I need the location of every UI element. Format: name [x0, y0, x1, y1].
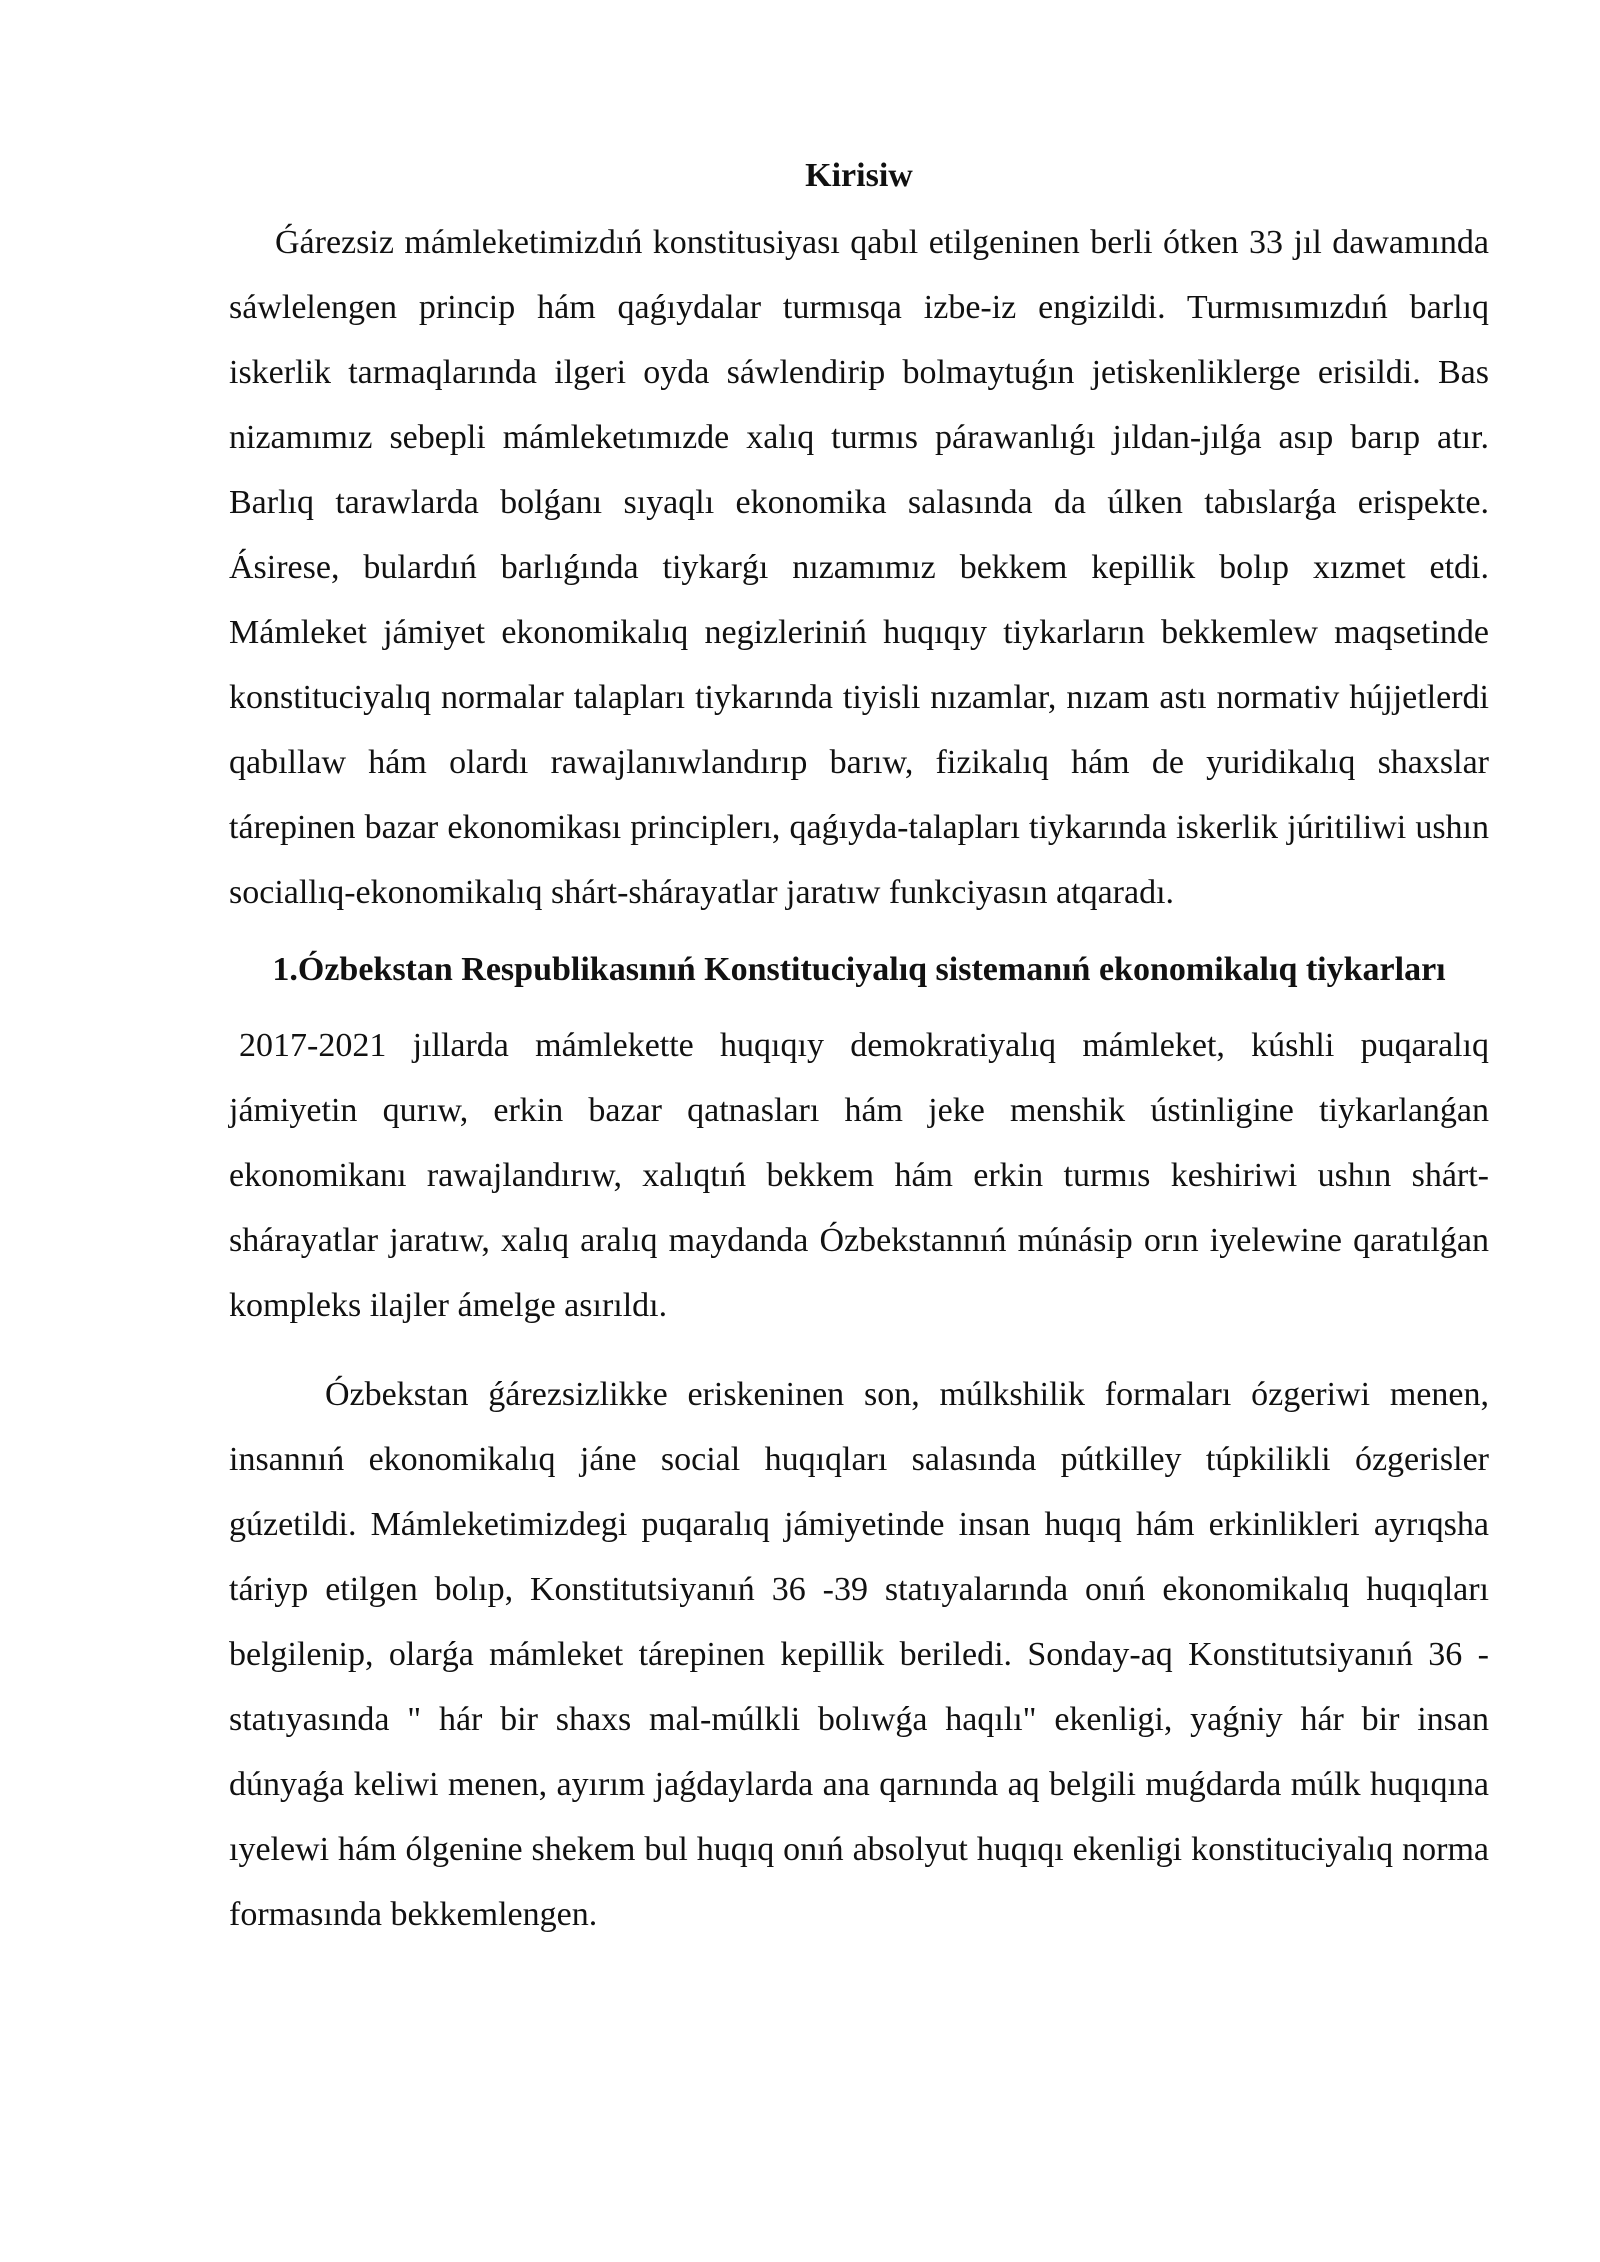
- intro-paragraph: Ǵárezsiz mámleketimizdıń konstitusiyası qabıl etilgeninen berli ótken 33 jıl dawamında sáwlelengen princip hám qaǵıydalar turmısqa izbe-iz engizildi. Turmısımızdıń barlıq iskerlik tarmaqlarında ilgeri oyda sáwlendirip bolmaytuǵın jetiskenliklerge erisildi. Bas nizamımız sebepli mámleketımızde xalıq turmıs párawanlıǵı jıldan-jılǵa asıp barıp atır. Barlıq tarawlarda bolǵanı sıyaqlı ekonomika salasında da úlken tabıslarǵa erispekte. Ásirese, bulardıń barlıǵında tiykarǵı nızamımız bekkem kepillik bolıp xızmet etdi. Mámleket jámiyet ekonomikalıq negizleriniń huqıqıy tiykarların bekkemlew maqsetinde konstituciyalıq normalar talapları tiykarında tiyisli nızamlar, nızam astı normativ hújjetlerdi qabıllaw hám olardı rawajlanıwlandırıp barıw, fizikalıq hám de yuridikalıq shaxslar tárepinen bazar ekonomikası principlerı, qaǵıyda-talapları tiykarında iskerlik júritiliwi ushın sociallıq-ekonomikalıq shárt-shárayatlar jaratıw funkciyasın atqaradı.: [229, 224, 1489, 911]
- section-heading: 1.Ózbekstan Respublikasınıń Konstituciyalıq sistemanıń ekonomikalıq tiykarları: [272, 951, 1446, 988]
- document-page: [229, 150, 1489, 1947]
- paragraph-2017-2021: 2017-2021 jıllarda mámlekette huqıqıy demokratiyalıq mámleket, kúshli puqaralıq jámiyetin qurıw, erkin bazar qatnasları hám jeke menshik ústinligine tiykarlanǵan ekonomikanı rawajlandırıw, xalıqtıń bekkem hám erkin turmıs keshiriwi ushın shárt-shárayatlar jaratıw, xalıq aralıq maydanda Ózbekstannıń múnásip orın iyelewine qaratılǵan kompleks ilajler ámelge asırıldı.: [229, 1027, 1489, 1324]
- document-title: Kirisiw: [805, 157, 913, 194]
- paragraph-ozbekstan: Ózbekstan ǵárezsizlikke eriskeninen son, múlkshilik formaları ózgeriwi menen, insannıń ekonomikalıq jáne social huqıqları salasında pútkilley túpkilikli ózgerisler gúzetildi. Mámleketimizdegi puqaralıq jámiyetinde insan huqıq hám erkinlikleri ayrıqsha táriyp etilgen bolıp, Konstitutsiyanıń 36 -39 statıyalarında onıń ekonomikalıq huqıqları belgilenip, olarǵa mámleket tárepinen kepillik beriledi. Sonday-aq Konstitutsiyanıń 36 -statıyasında " hár bir shaxs mal-múlkli bolıwǵa haqılı" ekenligi, yaǵniy hár bir insan dúnyaǵa keliwi menen, ayırım jaǵdaylarda ana qarnında aq belgili muǵdarda múlk huqıqına ıyelewi hám ólgenine shekem bul huqıq onıń absolyut huqıqı ekenligi konstituciyalıq norma formasında bekkemlengen.: [229, 1376, 1489, 1933]
